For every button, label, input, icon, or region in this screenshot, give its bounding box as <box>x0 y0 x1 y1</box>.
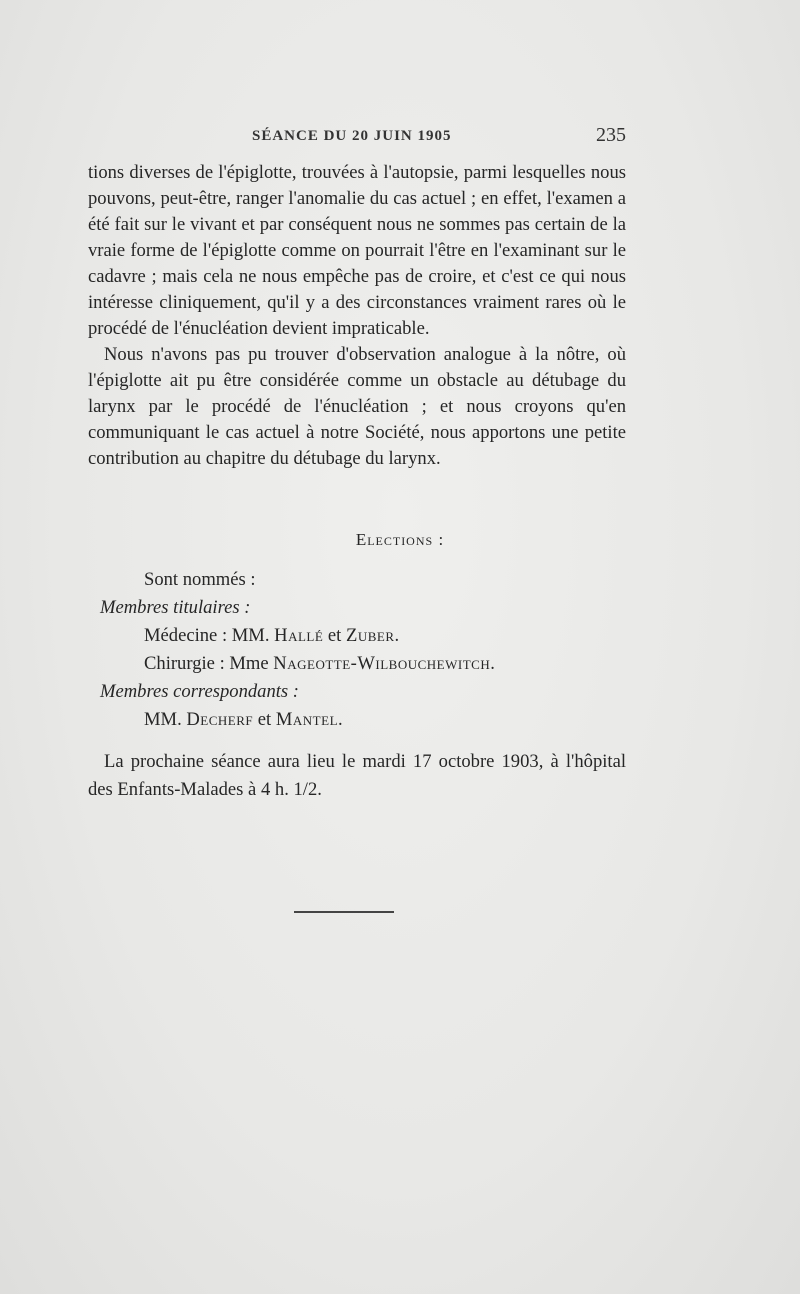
medecine-line <box>100 622 640 650</box>
correspondants-conjunction: et <box>253 709 276 730</box>
named-line: Sont nommés : <box>144 569 256 590</box>
end-rule <box>294 911 394 913</box>
chirurgie-prefix: Chirurgie : Mme <box>144 653 274 674</box>
medecine-conjunction: et <box>323 625 346 646</box>
member-name-decherf: Decherf <box>186 709 254 730</box>
medecine-prefix: Médecine : MM. <box>144 625 275 646</box>
running-title: SÉANCE DU 20 JUIN 1905 <box>252 128 452 144</box>
member-name-zuber: Zuber. <box>346 625 400 646</box>
page-number: 235 <box>596 124 626 146</box>
elections-heading: Elections : <box>355 530 445 549</box>
member-name-mantel: Mantel. <box>275 709 344 730</box>
member-name-halle: Hallé <box>274 625 324 646</box>
members-correspondants-label: Membres correspondants : <box>100 681 299 702</box>
correspondants-line <box>100 706 640 734</box>
chirurgie-line <box>100 650 640 678</box>
member-name-nageotte: Nageotte-Wilbouchewitch. <box>273 653 496 674</box>
paragraph-2: Nous n'avons pas pu trouver d'observation analogue à la nôtre, où l'épiglotte ait pu être considérée comme un obstacle au détubage du larynx par le procédé de l'énucléation ; et nous croyons qu'en communiquant le cas actuel à notre Société, nous apportons une petite contribution au chapitre du détubage du larynx. <box>88 344 626 469</box>
elections-list <box>100 566 640 734</box>
closing-text <box>88 748 626 804</box>
next-session-notice: La prochaine séance aura lieu le mardi 17 octobre 1903, à l'hôpital des Enfants-Malades à 4 h. 1/2. <box>88 751 626 800</box>
members-titulaires-label: Membres titulaires : <box>100 597 251 618</box>
main-text <box>88 160 626 472</box>
paragraph-1: tions diverses de l'épiglotte, trouvées à l'autopsie, parmi lesquelles nous pouvons, peut-être, ranger l'anomalie du cas actuel ; en effet, l'examen a été fait sur le vivant et par conséquent nous ne sommes pas certain de la vraie forme de l'épiglotte comme on pourrait l'être en l'examinant sur le cadavre ; mais cela ne nous empêche pas de croire, et c'est ce qui nous intéresse cliniquement, qu'il y a des circonstances vraiment rares où le procédé de l'énucléation devient impraticable. <box>88 162 626 339</box>
correspondants-prefix: MM. <box>144 709 187 730</box>
